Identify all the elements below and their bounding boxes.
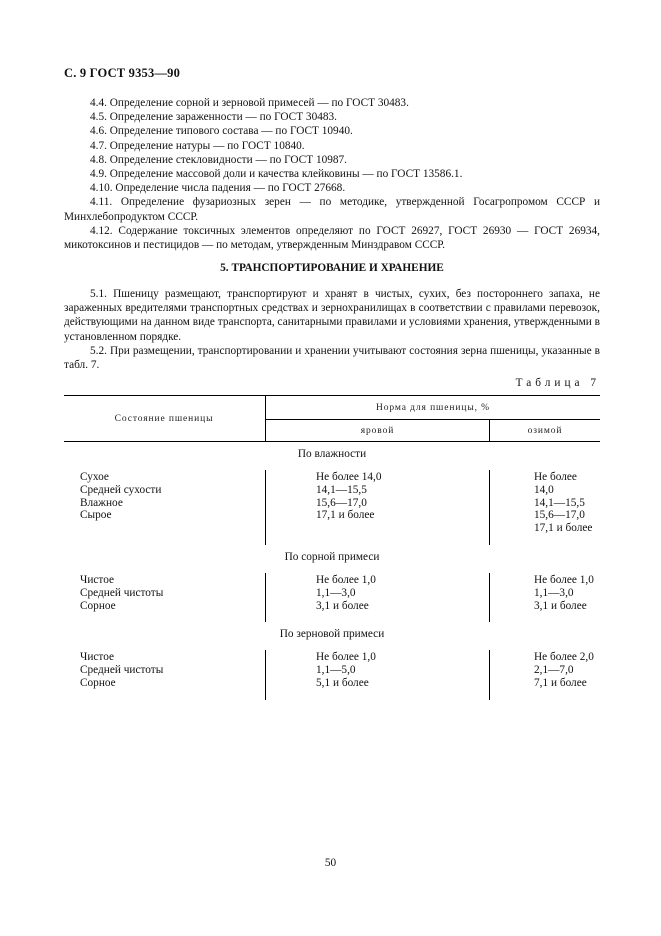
table-cell-line: Не более 1,0 <box>534 573 594 586</box>
table-group-values <box>64 573 600 622</box>
paragraph-5-1: 5.1. Пшеницу размещают, транспортируют и хранят в чистых, сухих, без постороннего запаха, не зараженных вредителями транспортных средствах и зернохранилищах в соответствии с правилами перевозок, действующими на данном виде транспорта, санитарными правилами и условиями хранения, утвержденными в установленном порядке. <box>64 288 600 343</box>
table-cell-line: 3,1 и более <box>534 599 587 612</box>
winter-norm-cell <box>490 573 601 622</box>
table-cell-line: 3,1 и более <box>316 599 369 612</box>
table-cell-line: 17,1 и более <box>316 509 375 522</box>
table-cell-line: Сырое <box>80 509 112 522</box>
table-cell-line: 14,1—15,5 <box>316 483 367 496</box>
paragraph-4-7: 4.7. Определение натуры — по ГОСТ 10840. <box>90 139 305 152</box>
paragraph-4-11: 4.11. Определение фузариозных зерен — по методике, утвержденной Госагропромом СССР и Минхлебопродуктом СССР. <box>64 196 600 223</box>
table-cell-line: Средней сухости <box>80 483 162 496</box>
table-group-title: По зерновой примеси <box>279 628 385 641</box>
col-winter-header: озимой <box>490 420 601 442</box>
table-cell-line: 2,1—7,0 <box>534 664 574 677</box>
table-body <box>64 442 600 700</box>
section-title: 5. ТРАНСПОРТИРОВАНИЕ И ХРАНЕНИЕ <box>220 262 444 274</box>
table-cell-line: Не более 2,0 <box>534 651 594 664</box>
table-cell-line: 15,6—17,0 <box>534 509 585 522</box>
spring-norm-cell <box>266 573 490 622</box>
table-cell-line: Сухое <box>80 471 109 483</box>
paragraph-4-9: 4.9. Определение массовой доли и качества клейковины — по ГОСТ 13586.1. <box>90 168 463 181</box>
paragraph-5-2: 5.2. При размещении, транспортировании и хранении учитывают состояния зерна пшеницы, указанные в табл. 7. <box>64 344 600 372</box>
table-cell-line: 1,1—3,0 <box>534 586 574 599</box>
table-cell-line: Сорное <box>80 676 116 689</box>
wheat-state-table <box>64 395 600 700</box>
winter-norm-cell <box>490 650 601 699</box>
table-cell-line: Чистое <box>80 573 114 586</box>
winter-norm-cell <box>490 470 601 545</box>
paragraph-4-10: 4.10. Определение числа падения — по ГОСТ 27668. <box>90 182 346 195</box>
table-group-row <box>64 622 600 650</box>
col-spring-header: яровой <box>266 420 490 442</box>
table-cell-line: Влажное <box>80 496 123 509</box>
table-group-values <box>64 470 600 545</box>
paragraph-4-8: 4.8. Определение стекловидности — по ГОСТ 10987. <box>90 153 348 166</box>
table-cell-line: Сорное <box>80 599 116 612</box>
table-cell-line: Средней чистоты <box>80 664 164 677</box>
spring-norm-cell <box>266 470 490 545</box>
paragraph-4-6: 4.6. Определение типового состава — по ГОСТ 10940. <box>90 125 353 138</box>
running-header: С. 9 ГОСТ 9353—90 <box>64 66 181 80</box>
table-group-title: По влажности <box>64 442 600 471</box>
table-cell-line: Средней чистоты <box>80 586 164 599</box>
table-cell-line: 7,1 и более <box>534 676 587 689</box>
table-cell-line: Не более 14,0 <box>534 471 577 496</box>
table-cell-line: 14,1—15,5 <box>534 496 585 509</box>
state-cell <box>64 650 266 699</box>
table-group-values <box>64 650 600 699</box>
table-cell-line: 1,1—5,0 <box>316 664 356 677</box>
table-cell-line: Не более 14,0 <box>316 471 382 483</box>
state-cell <box>64 470 266 545</box>
table-cell-line: 1,1—3,0 <box>316 586 356 599</box>
storage-paragraphs <box>64 287 600 372</box>
table-caption: Таблица 7 <box>515 377 600 389</box>
paragraph-4-4: 4.4. Определение сорной и зерновой примесей — по ГОСТ 30483. <box>90 97 409 109</box>
table-cell-line: Чистое <box>80 651 114 664</box>
spring-norm-cell <box>266 650 490 699</box>
col-state-header: Состояние пшеницы <box>64 396 266 442</box>
table-cell-line: Не более 1,0 <box>316 651 376 664</box>
table-group-row <box>64 545 600 573</box>
table-cell-line: 17,1 и более <box>534 522 593 535</box>
table-cell-line: Не более 1,0 <box>316 573 376 586</box>
methods-paragraphs <box>64 96 600 252</box>
paragraph-4-5: 4.5. Определение зараженности — по ГОСТ 30483. <box>90 111 337 124</box>
paragraph-4-12: 4.12. Содержание токсичных элементов определяют по ГОСТ 26927, ГОСТ 26930 — ГОСТ 26934, микотоксинов и пестицидов — по методам, утвержденным Минздравом СССР. <box>64 224 600 252</box>
state-cell <box>64 573 266 622</box>
page-number: 50 <box>324 857 337 869</box>
table-cell-line: 15,6—17,0 <box>316 496 367 509</box>
col-norm-header: Норма для пшеницы, % <box>266 396 601 420</box>
table-cell-line: 5,1 и более <box>316 676 369 689</box>
table-group-title: По сорной примеси <box>284 550 380 563</box>
table-group-row <box>64 442 600 471</box>
